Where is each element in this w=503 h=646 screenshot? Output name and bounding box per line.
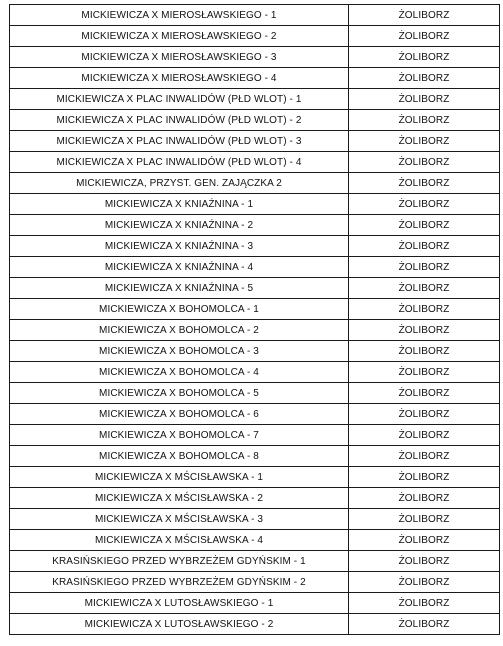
table-row — [10, 152, 500, 173]
location-cell: MICKIEWICZA X BOHOMOLCA - 1 — [10, 299, 349, 320]
locations-table-body — [10, 5, 500, 635]
district-cell: ŻOLIBORZ — [349, 26, 500, 47]
table-row — [10, 194, 500, 215]
table-row — [10, 47, 500, 68]
table-row — [10, 5, 500, 26]
location-cell: KRASIŃSKIEGO PRZED WYBRZEŻEM GDYŃSKIM - 1 — [10, 551, 349, 572]
location-cell: MICKIEWICZA X KNIAŹNINA - 4 — [10, 257, 349, 278]
location-cell: MICKIEWICZA X MIEROSŁAWSKIEGO - 4 — [10, 68, 349, 89]
table-row — [10, 404, 500, 425]
location-cell: MICKIEWICZA X MŚCISŁAWSKA - 4 — [10, 530, 349, 551]
location-cell: MICKIEWICZA X LUTOSŁAWSKIEGO - 1 — [10, 593, 349, 614]
location-cell: MICKIEWICZA X BOHOMOLCA - 5 — [10, 383, 349, 404]
table-row — [10, 383, 500, 404]
location-cell: MICKIEWICZA X KNIAŹNINA - 2 — [10, 215, 349, 236]
location-cell: MICKIEWICZA X KNIAŹNINA - 1 — [10, 194, 349, 215]
district-cell: ŻOLIBORZ — [349, 173, 500, 194]
district-cell: ŻOLIBORZ — [349, 299, 500, 320]
district-cell: ŻOLIBORZ — [349, 593, 500, 614]
location-cell: KRASIŃSKIEGO PRZED WYBRZEŻEM GDYŃSKIM - 2 — [10, 572, 349, 593]
district-cell: ŻOLIBORZ — [349, 551, 500, 572]
district-cell: ŻOLIBORZ — [349, 383, 500, 404]
district-cell: ŻOLIBORZ — [349, 110, 500, 131]
table-row — [10, 446, 500, 467]
district-cell: ŻOLIBORZ — [349, 257, 500, 278]
location-cell: MICKIEWICZA X KNIAŹNINA - 5 — [10, 278, 349, 299]
table-row — [10, 131, 500, 152]
district-cell: ŻOLIBORZ — [349, 467, 500, 488]
table-row — [10, 362, 500, 383]
district-cell: ŻOLIBORZ — [349, 572, 500, 593]
location-cell: MICKIEWICZA X MIEROSŁAWSKIEGO - 1 — [10, 5, 349, 26]
table-row — [10, 467, 500, 488]
district-cell: ŻOLIBORZ — [349, 194, 500, 215]
table-row — [10, 488, 500, 509]
district-cell: ŻOLIBORZ — [349, 425, 500, 446]
table-row — [10, 614, 500, 635]
table-row — [10, 215, 500, 236]
table-row — [10, 110, 500, 131]
location-cell: MICKIEWICZA X BOHOMOLCA - 7 — [10, 425, 349, 446]
location-cell: MICKIEWICZA X BOHOMOLCA - 3 — [10, 341, 349, 362]
location-cell: MICKIEWICZA X MIEROSŁAWSKIEGO - 3 — [10, 47, 349, 68]
district-cell: ŻOLIBORZ — [349, 68, 500, 89]
location-cell: MICKIEWICZA X BOHOMOLCA - 2 — [10, 320, 349, 341]
district-cell: ŻOLIBORZ — [349, 320, 500, 341]
table-row — [10, 278, 500, 299]
district-cell: ŻOLIBORZ — [349, 131, 500, 152]
table-row — [10, 320, 500, 341]
table-row — [10, 26, 500, 47]
table-row — [10, 257, 500, 278]
location-cell: MICKIEWICZA X KNIAŹNINA - 3 — [10, 236, 349, 257]
district-cell: ŻOLIBORZ — [349, 488, 500, 509]
district-cell: ŻOLIBORZ — [349, 47, 500, 68]
location-cell: MICKIEWICZA X PLAC INWALIDÓW (PŁD WLOT) - 2 — [10, 110, 349, 131]
table-row — [10, 509, 500, 530]
district-cell: ŻOLIBORZ — [349, 152, 500, 173]
table-row — [10, 572, 500, 593]
location-cell: MICKIEWICZA X BOHOMOLCA - 8 — [10, 446, 349, 467]
district-cell: ŻOLIBORZ — [349, 530, 500, 551]
district-cell: ŻOLIBORZ — [349, 89, 500, 110]
locations-table — [9, 4, 500, 635]
location-cell: MICKIEWICZA X PLAC INWALIDÓW (PŁD WLOT) - 3 — [10, 131, 349, 152]
location-cell: MICKIEWICZA X MŚCISŁAWSKA - 3 — [10, 509, 349, 530]
table-row — [10, 89, 500, 110]
district-cell: ŻOLIBORZ — [349, 341, 500, 362]
district-cell: ŻOLIBORZ — [349, 446, 500, 467]
district-cell: ŻOLIBORZ — [349, 5, 500, 26]
location-cell: MICKIEWICZA X LUTOSŁAWSKIEGO - 2 — [10, 614, 349, 635]
location-cell: MICKIEWICZA X PLAC INWALIDÓW (PŁD WLOT) - 4 — [10, 152, 349, 173]
location-cell: MICKIEWICZA X MŚCISŁAWSKA - 2 — [10, 488, 349, 509]
district-cell: ŻOLIBORZ — [349, 404, 500, 425]
table-row — [10, 593, 500, 614]
location-cell: MICKIEWICZA X PLAC INWALIDÓW (PŁD WLOT) - 1 — [10, 89, 349, 110]
location-cell: MICKIEWICZA X BOHOMOLCA - 4 — [10, 362, 349, 383]
district-cell: ŻOLIBORZ — [349, 278, 500, 299]
district-cell: ŻOLIBORZ — [349, 215, 500, 236]
location-cell: MICKIEWICZA X BOHOMOLCA - 6 — [10, 404, 349, 425]
table-row — [10, 68, 500, 89]
location-cell: MICKIEWICZA, PRZYST. GEN. ZAJĄCZKA 2 — [10, 173, 349, 194]
location-cell: MICKIEWICZA X MŚCISŁAWSKA - 1 — [10, 467, 349, 488]
district-cell: ŻOLIBORZ — [349, 236, 500, 257]
table-row — [10, 173, 500, 194]
table-row — [10, 236, 500, 257]
table-row — [10, 551, 500, 572]
table-row — [10, 341, 500, 362]
district-cell: ŻOLIBORZ — [349, 614, 500, 635]
district-cell: ŻOLIBORZ — [349, 509, 500, 530]
district-cell: ŻOLIBORZ — [349, 362, 500, 383]
table-row — [10, 530, 500, 551]
location-cell: MICKIEWICZA X MIEROSŁAWSKIEGO - 2 — [10, 26, 349, 47]
table-row — [10, 425, 500, 446]
table-row — [10, 299, 500, 320]
